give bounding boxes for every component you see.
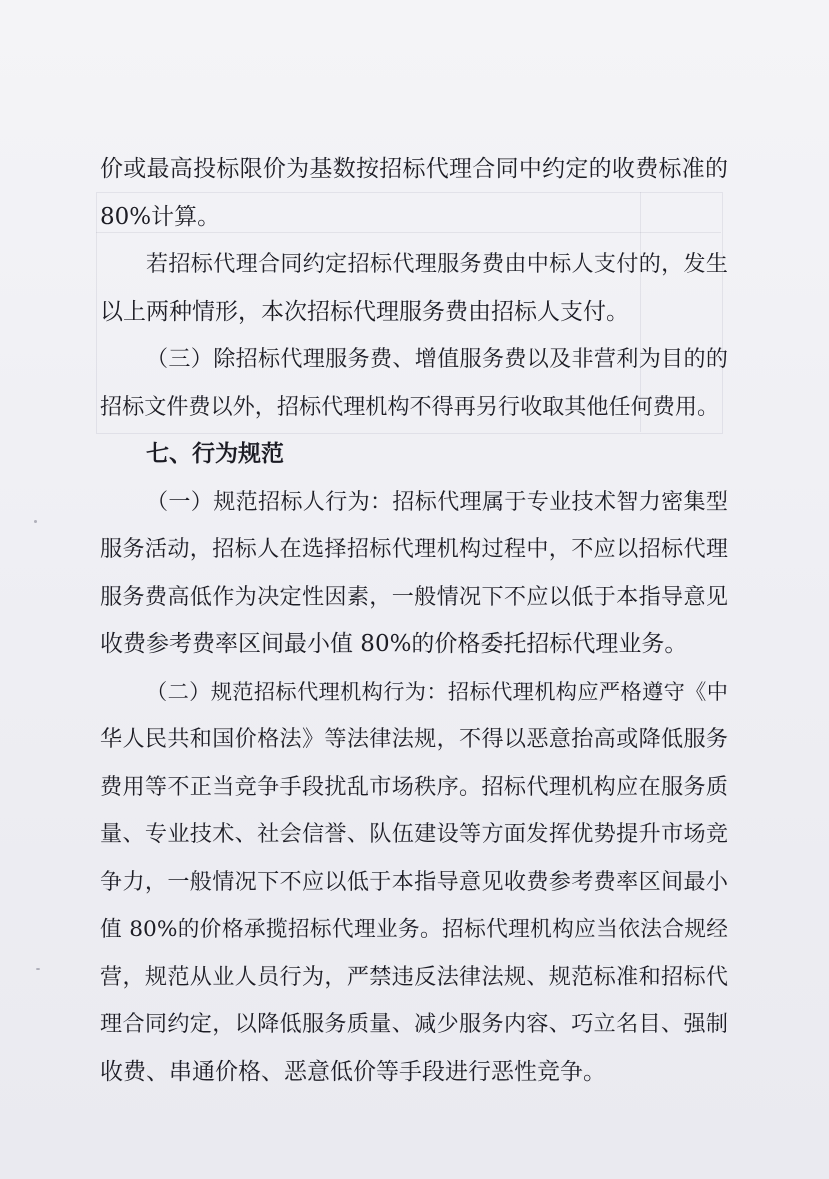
scan-speck	[36, 968, 40, 970]
paragraph-line: 服务费高低作为决定性因素，一般情况下不应以低于本指导意见	[100, 583, 728, 610]
paragraph-line: 以上两种情形，本次招标代理服务费由招标人支付。	[100, 298, 629, 325]
paragraph-line: 值 80%的价格承揽招标代理业务。招标代理机构应当依法合规经	[100, 917, 728, 942]
scan-speck	[34, 520, 37, 523]
paragraph-line: 招标文件费以外，招标代理机构不得再另行收取其他任何费用。	[100, 393, 720, 420]
paragraph-line: 若招标代理合同约定招标代理服务费由中标人支付的，发生	[146, 252, 728, 277]
paragraph-line: （三）除招标代理服务费、增值服务费以及非营利为目的的	[146, 347, 728, 372]
paragraph-line: （一）规范招标人行为：招标代理属于专业技术智力密集型	[146, 489, 728, 515]
paragraph-line: 华人民共和国价格法》等法律法规，不得以恶意抬高或降低服务	[100, 726, 728, 752]
paragraph-line: （二）规范招标代理机构行为：招标代理机构应严格遵守《中	[146, 679, 728, 705]
paragraph-line: 80%计算。	[100, 203, 221, 230]
paragraph-line: 争力，一般情况下不应以低于本指导意见收费参考费率区间最小	[100, 868, 728, 895]
paragraph-line: 营，规范从业人员行为，严禁违反法律法规、规范标准和招标代	[100, 963, 728, 990]
paragraph-line: 量、专业技术、社会信誉、队伍建设等方面发挥优势提升市场竞	[100, 821, 728, 847]
body-text	[100, 146, 728, 1096]
paragraph-line: 收费参考费率区间最小值 80%的价格委托招标代理业务。	[100, 631, 688, 657]
paragraph-line: 费用等不正当竞争手段扰乱市场秩序。招标代理机构应在服务质	[100, 773, 728, 800]
paragraph-line: 服务活动，招标人在选择招标代理机构过程中，不应以招标代理	[100, 536, 728, 562]
paragraph-line: 理合同约定，以降低服务质量、减少服务内容、巧立名目、强制	[100, 1011, 728, 1037]
paragraph-line: 收费、串通价格、恶意低价等手段进行恶性竞争。	[100, 1058, 606, 1085]
paragraph-line: 价或最高投标限价为基数按招标代理合同中约定的收费标准的	[100, 156, 728, 182]
section-heading: 七、行为规范	[146, 441, 284, 467]
